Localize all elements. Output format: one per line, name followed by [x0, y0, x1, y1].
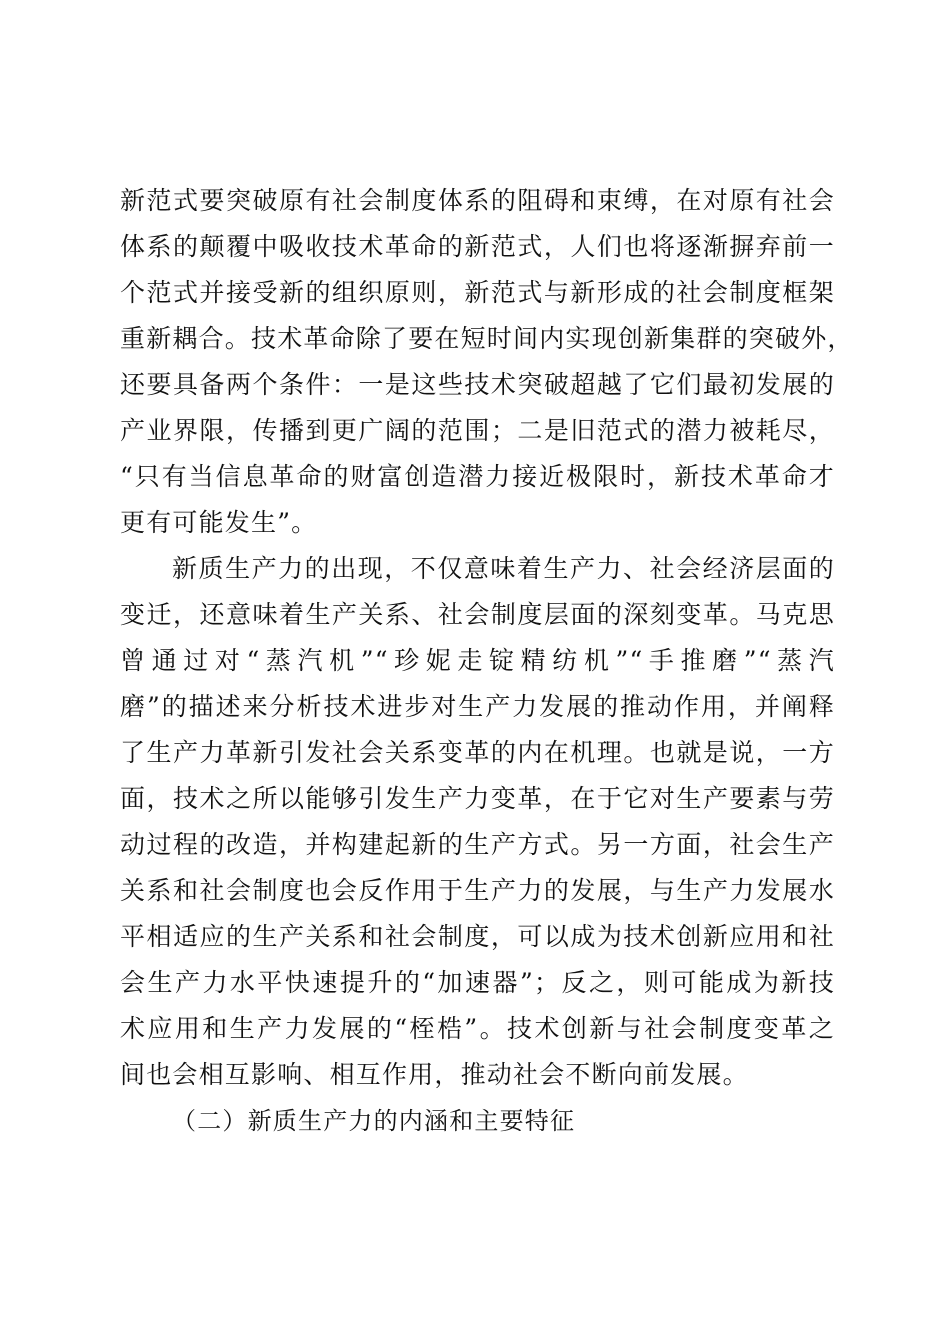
section-heading: （二）新质生产力的内涵和主要特征 — [172, 1107, 576, 1135]
text-line: 会生产力水平快速提升的“加速器”；反之，则可能成为新技 — [120, 968, 835, 997]
paragraph-1 — [120, 178, 854, 546]
text-line: 新质生产力的出现，不仅意味着生产力、社会经济层面的 — [172, 554, 835, 583]
text-line: 平相适应的生产关系和社会制度，可以成为技术创新应用和社 — [120, 922, 835, 951]
paragraph-2 — [120, 546, 835, 1098]
document-body — [120, 178, 854, 1144]
text-line: 还要具备两个条件：一是这些技术突破超越了它们最初发展的 — [120, 370, 835, 399]
text-line: 磨”的描述来分析技术进步对生产力发展的推动作用，并阐释 — [120, 692, 835, 721]
text-line: 新范式要突破原有社会制度体系的阻碍和束缚，在对原有社会 — [120, 186, 835, 215]
text-line: 术应用和生产力发展的“桎梏”。技术创新与社会制度变革之 — [120, 1014, 835, 1043]
text-line: 个范式并接受新的组织原则，新范式与新形成的社会制度框架 — [120, 278, 835, 307]
text-line: 曾通过对“蒸汽机”“珍妮走锭精纺机”“手推磨”“蒸汽 — [120, 646, 835, 675]
text-line: 更有可能发生”。 — [120, 508, 318, 537]
text-line: 动过程的改造，并构建起新的生产方式。另一方面，社会生产 — [120, 830, 835, 859]
text-line: 间也会相互影响、相互作用，推动社会不断向前发展。 — [120, 1060, 749, 1089]
text-line: 产业界限，传播到更广阔的范围；二是旧范式的潜力被耗尽， — [120, 416, 835, 445]
text-line: “只有当信息革命的财富创造潜力接近极限时，新技术革命才 — [120, 462, 835, 491]
text-line: 关系和社会制度也会反作用于生产力的发展，与生产力发展水 — [120, 876, 835, 905]
text-line: 重新耦合。技术革命除了要在短时间内实现创新集群的突破外， — [120, 324, 854, 353]
text-line: 体系的颠覆中吸收技术革命的新范式，人们也将逐渐摒弃前一 — [120, 232, 835, 261]
text-line: 面，技术之所以能够引发生产力变革，在于它对生产要素与劳 — [120, 784, 835, 813]
text-line: 了生产力革新引发社会关系变革的内在机理。也就是说，一方 — [120, 738, 835, 767]
text-line: 变迁，还意味着生产关系、社会制度层面的深刻变革。马克思 — [120, 600, 835, 629]
